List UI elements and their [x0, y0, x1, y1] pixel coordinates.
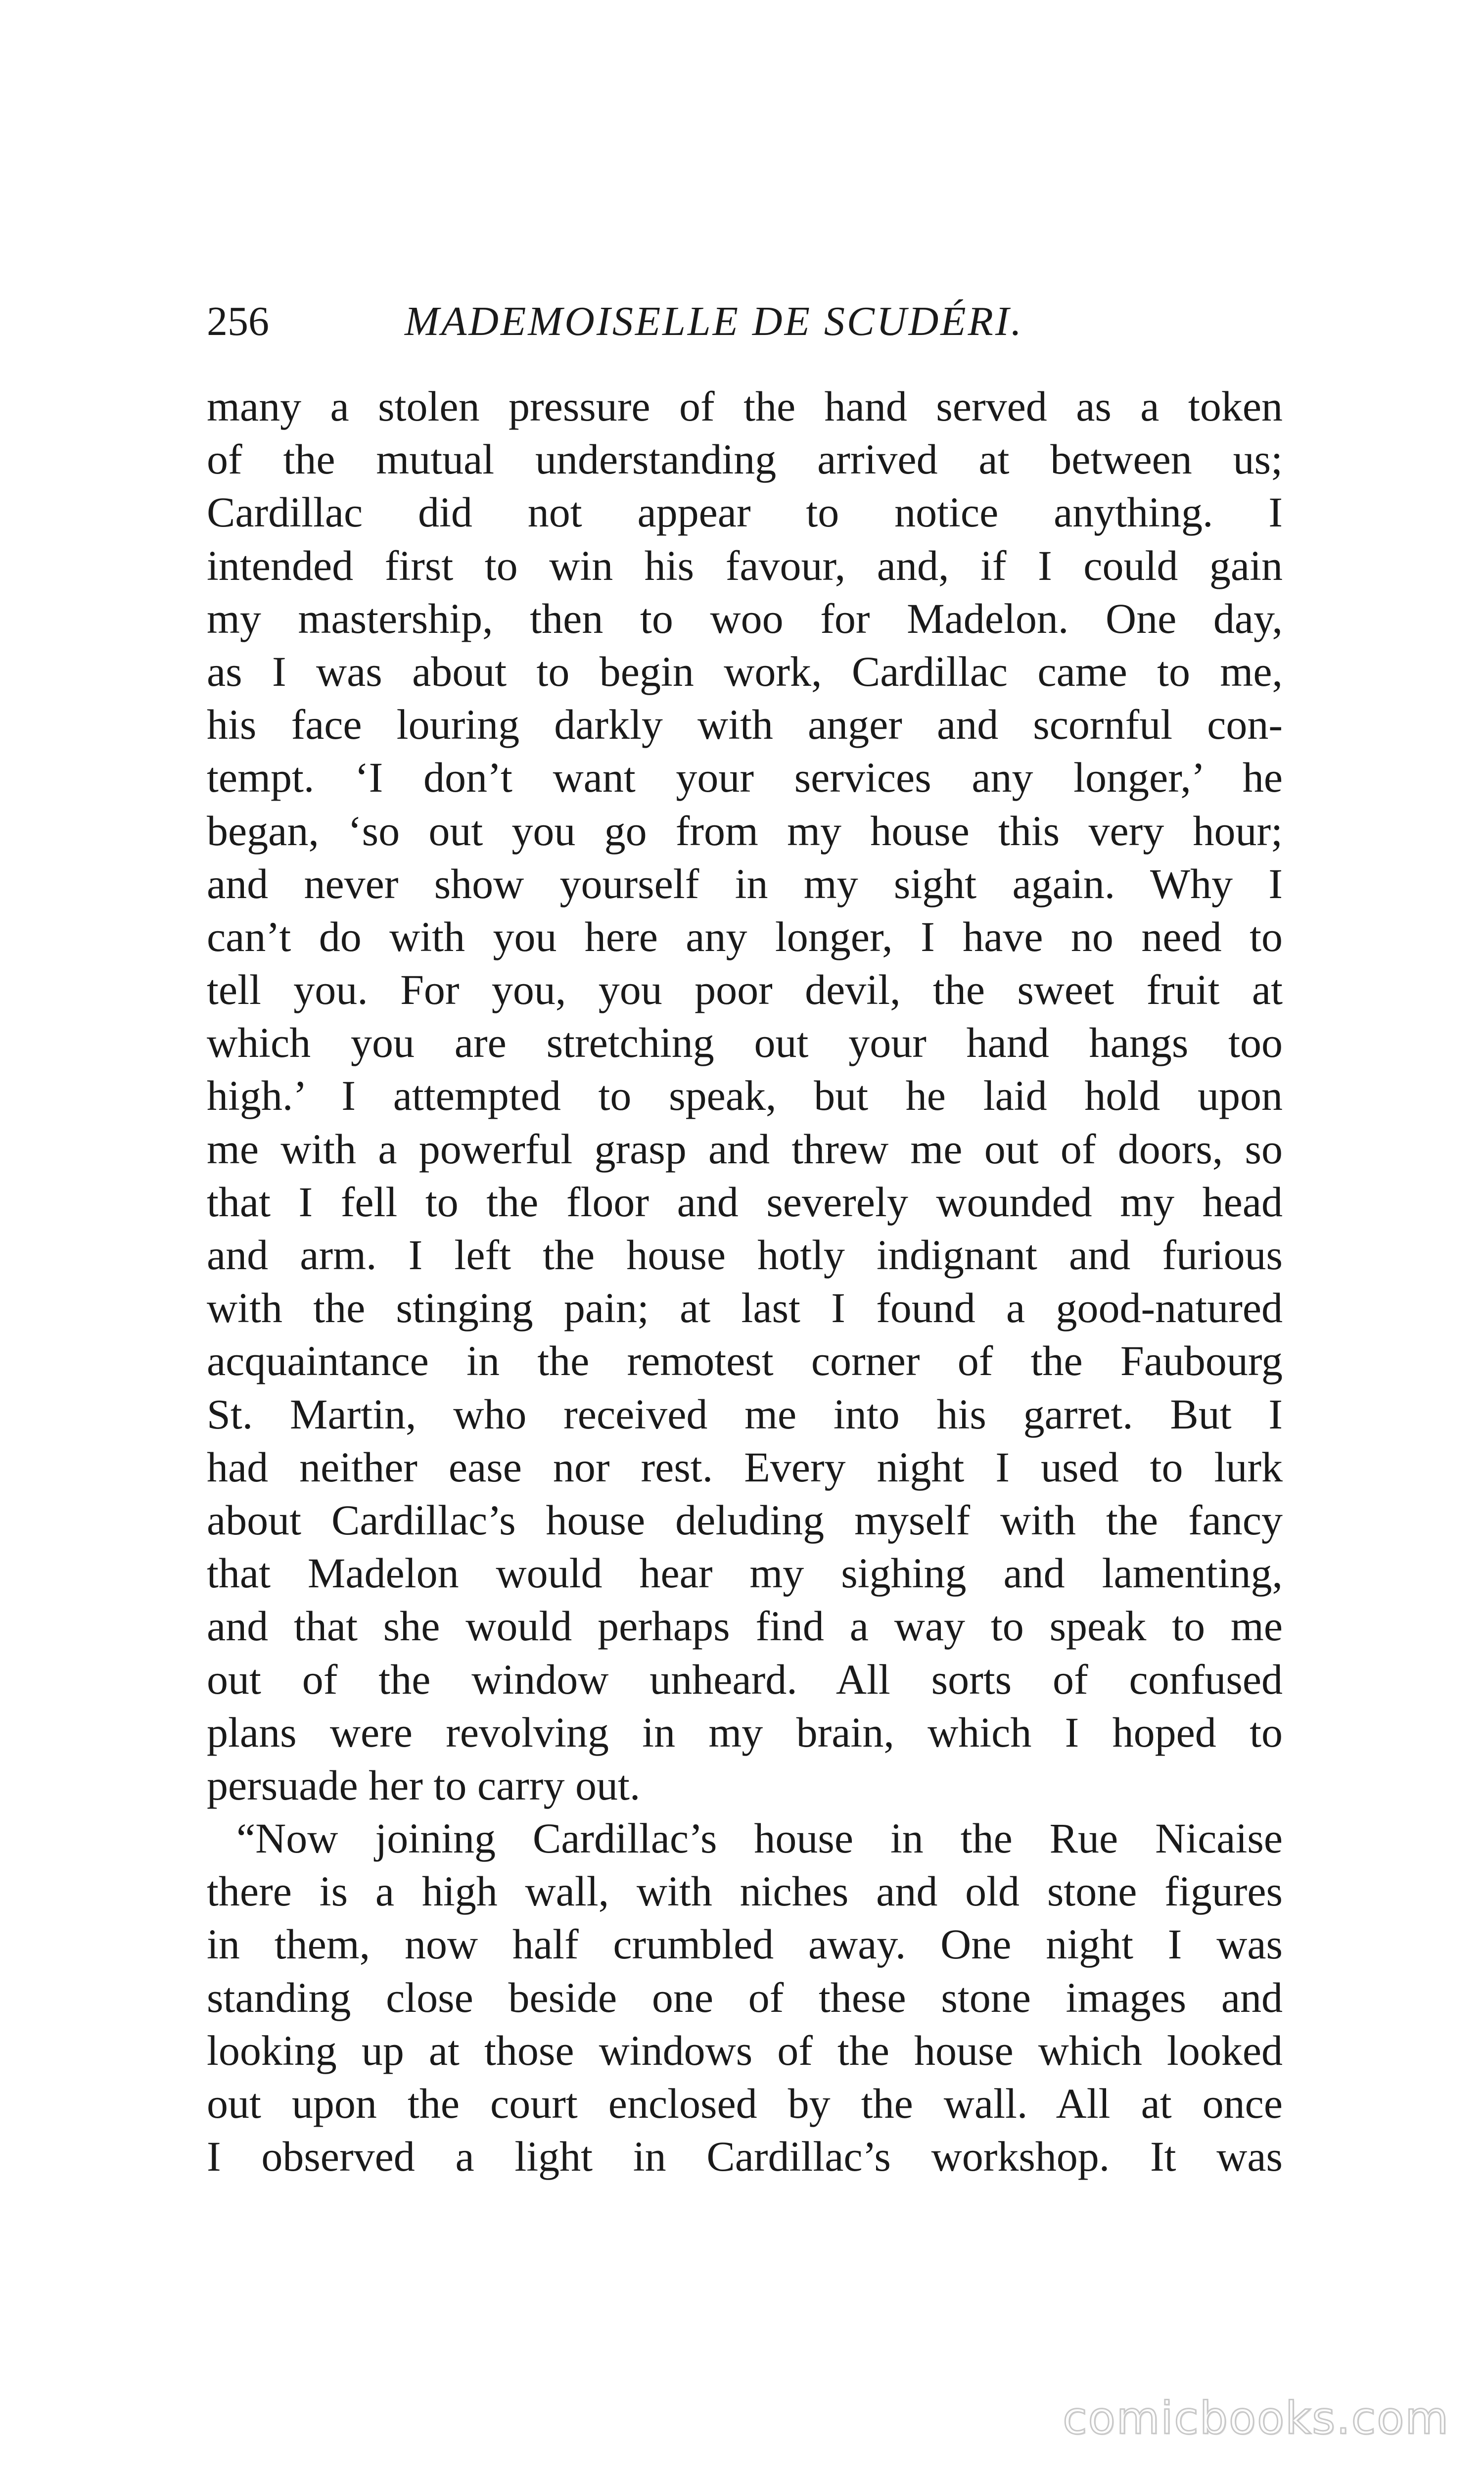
text-line: standing close beside one of these stone images and [207, 1973, 1283, 2021]
running-title: MADEMOISELLE DE SCUDÉRI. [405, 298, 1023, 344]
text-line: out of the window unheard. All sorts of confused [207, 1655, 1283, 1703]
text-line: about Cardillac’s house deluding myself with the fancy [207, 1496, 1283, 1544]
text-line: me with a powerful grasp and threw me out of doors, so [207, 1125, 1283, 1173]
text-line: St. Martin, who received me into his garret. But I [207, 1390, 1283, 1438]
text-line: plans were revolving in my brain, which I hoped to [207, 1708, 1283, 1756]
text-line: I observed a light in Cardillac’s workshop. It was [207, 2133, 1283, 2181]
text-line: tempt. ‘I don’t want your services any longer,’ he [207, 754, 1283, 802]
watermark: comicbooks.com [1063, 2392, 1449, 2444]
text-line: intended first to win his favour, and, if I could gain [207, 541, 1283, 589]
text-line: looking up at those windows of the house which looked [207, 2026, 1283, 2074]
text-line: had neither ease nor rest. Every night I used to lurk [207, 1443, 1283, 1491]
text-line: and arm. I left the house hotly indignant and furious [207, 1231, 1283, 1279]
text-line: acquaintance in the remotest corner of the Faubourg [207, 1337, 1283, 1385]
running-header [207, 292, 1295, 351]
text-line: my mastership, then to woo for Madelon. One day, [207, 594, 1283, 642]
text-line: of the mutual understanding arrived at between us; [207, 435, 1283, 483]
text-line: that Madelon would hear my sighing and lamenting, [207, 1549, 1283, 1597]
text-line: which you are stretching out your hand hangs too [207, 1019, 1283, 1067]
text-line: there is a high wall, with niches and old stone figures [207, 1867, 1283, 1915]
text-line: and never show yourself in my sight again. Why I [207, 859, 1283, 907]
text-line: can’t do with you here any longer, I have no need to [207, 912, 1283, 960]
text-line: as I was about to begin work, Cardillac came to me, [207, 647, 1283, 695]
paragraph-start-line: “Now joining Cardillac’s house in the Rue Nicaise [236, 1814, 1283, 1862]
text-line: with the stinging pain; at last I found a good-natured [207, 1284, 1283, 1332]
text-line: tell you. For you, you poor devil, the sweet fruit at [207, 966, 1283, 1014]
text-line: many a stolen pressure of the hand served as a token [207, 382, 1283, 430]
text-line: and that she would perhaps find a way to speak to me [207, 1602, 1283, 1650]
text-line: his face louring darkly with anger and scornful con- [207, 701, 1283, 749]
text-line: began, ‘so out you go from my house this very hour; [207, 807, 1283, 855]
body-text [207, 380, 1283, 2183]
text-line: Cardillac did not appear to notice anything. I [207, 488, 1283, 536]
text-line: that I fell to the floor and severely wounded my head [207, 1178, 1283, 1226]
text-line: in them, now half crumbled away. One night I was [207, 1920, 1283, 1968]
page-number: 256 [207, 298, 269, 344]
text-line: out upon the court enclosed by the wall. All at once [207, 2080, 1283, 2127]
paragraph-end-line: persuade her to carry out. [207, 1761, 641, 1809]
text-line: high.’ I attempted to speak, but he laid hold upon [207, 1072, 1283, 1120]
